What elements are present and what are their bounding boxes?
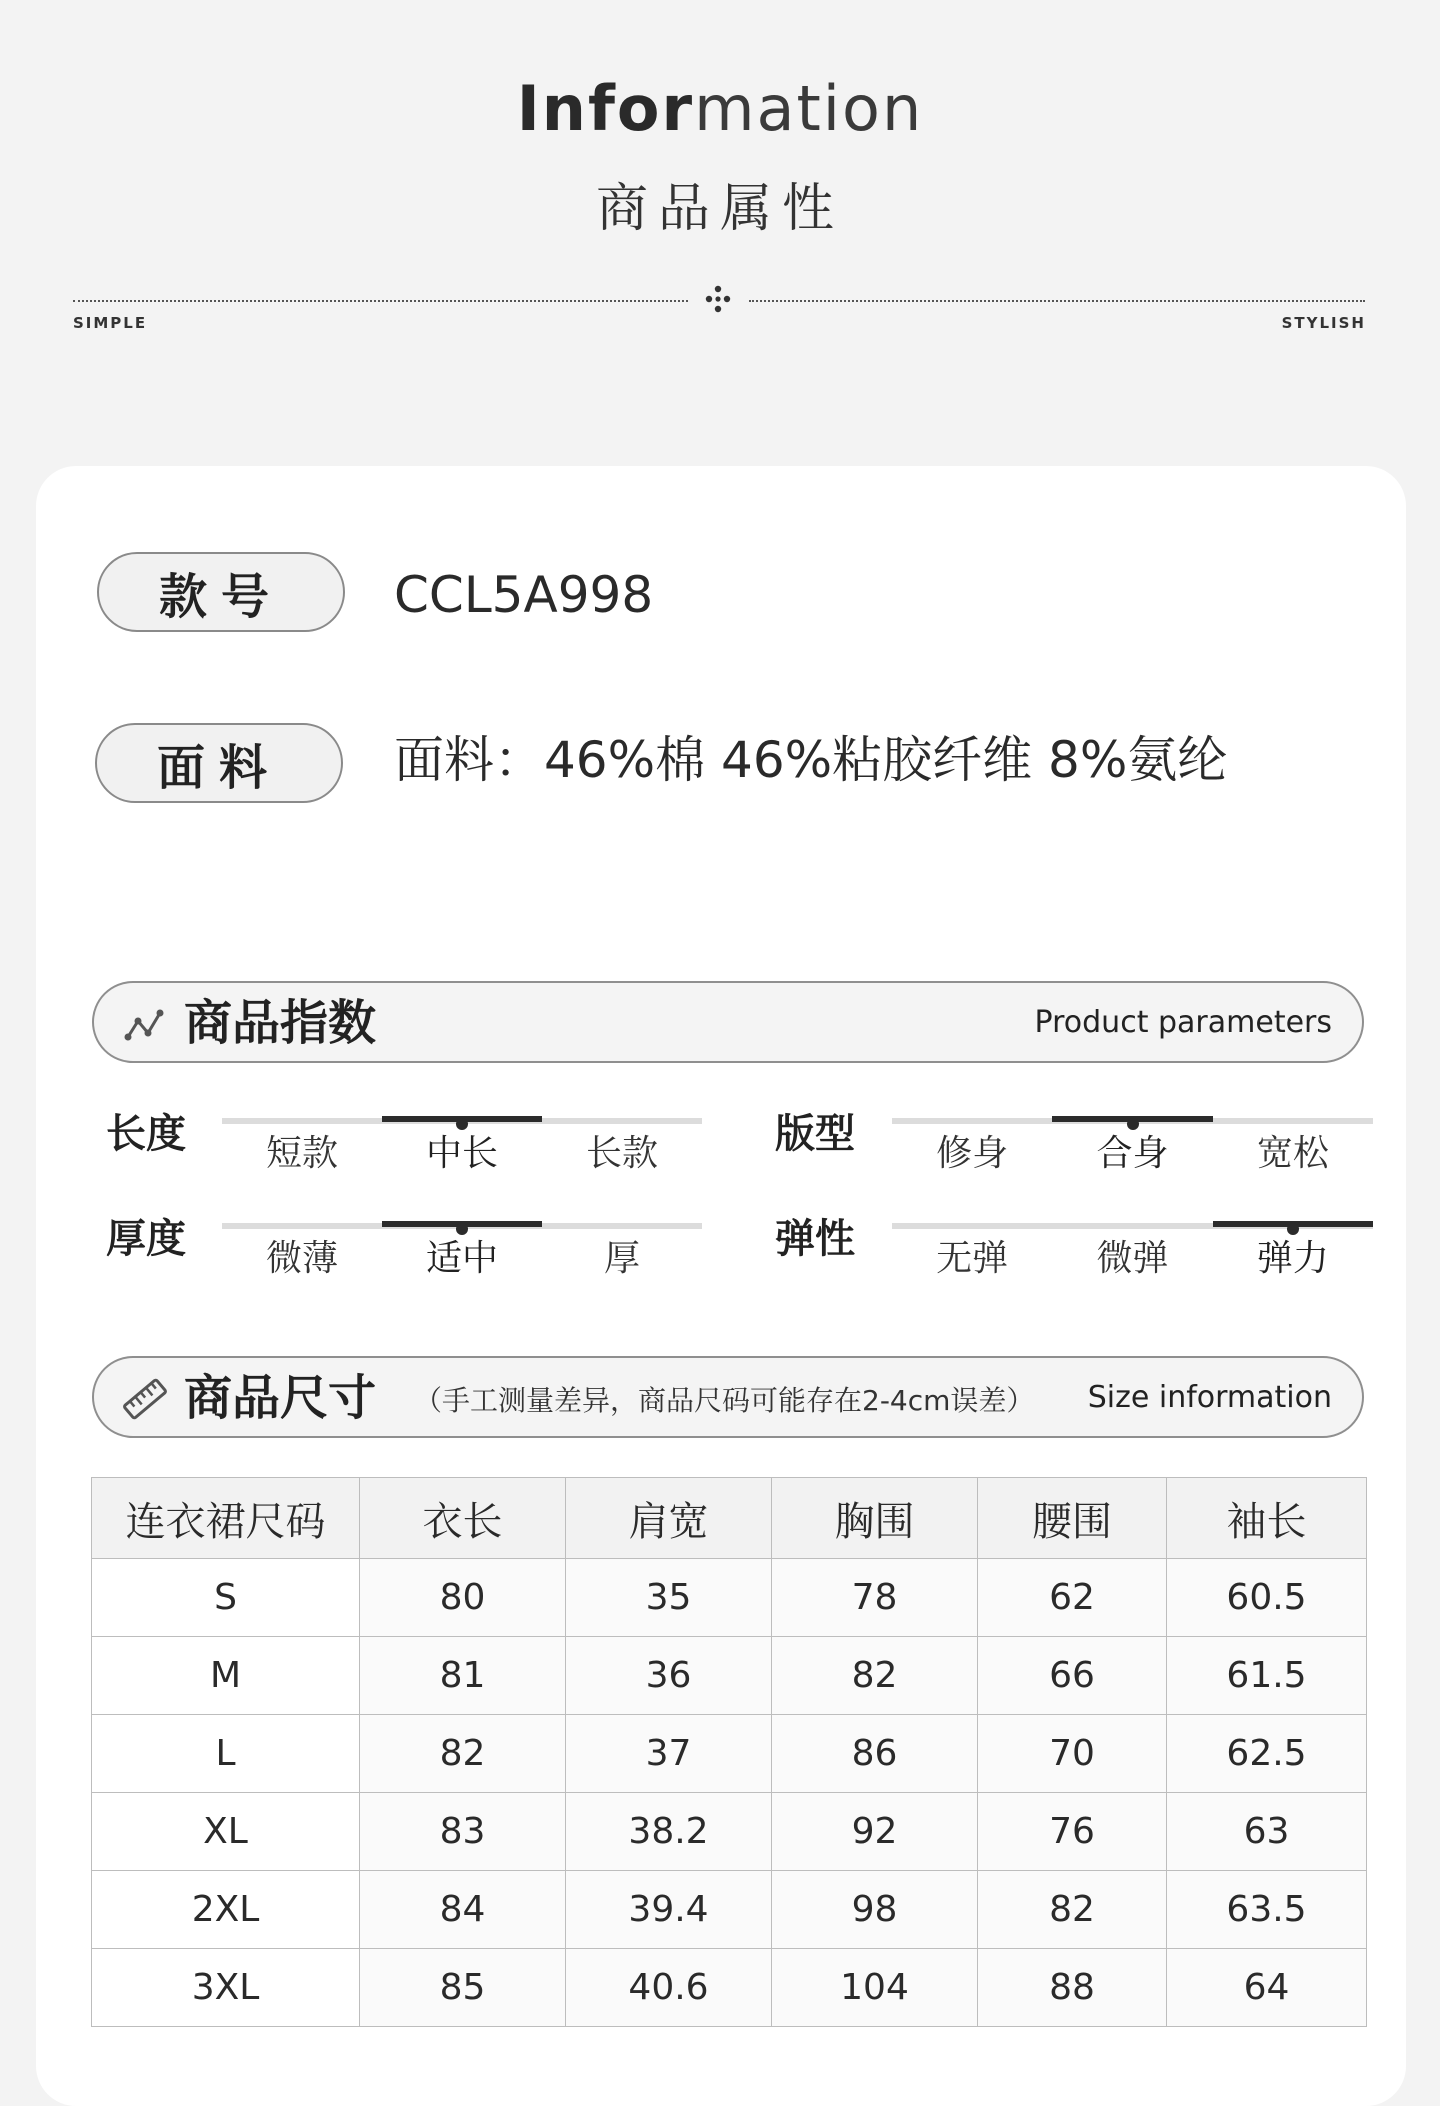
param-option: 无弹 [936, 1238, 1009, 1279]
measurement-cell: 92 [772, 1793, 978, 1871]
measurement-cell: 39.4 [566, 1871, 772, 1949]
measurement-cell: 83 [360, 1793, 566, 1871]
table-row [92, 1793, 1367, 1871]
measurement-cell: 61.5 [1167, 1637, 1367, 1715]
product-parameters-bar [92, 981, 1364, 1063]
measurement-cell: 36 [566, 1637, 772, 1715]
simple-tag: SIMPLE [73, 314, 148, 332]
param-option: 修身 [936, 1133, 1009, 1174]
size-table [91, 1477, 1367, 2027]
measurement-cell: 40.6 [566, 1949, 772, 2027]
fabric-value: 面料：46%棉 46%粘胶纤维 8%氨纶 [394, 731, 1228, 789]
measurement-cell: 82 [360, 1715, 566, 1793]
measurement-cell: 70 [978, 1715, 1167, 1793]
measurement-cell: 62 [978, 1559, 1167, 1637]
measurement-cell: 98 [772, 1871, 978, 1949]
param-option: 合身 [1096, 1133, 1169, 1174]
param-option: 厚 [603, 1238, 640, 1279]
param-label: 版型 [775, 1111, 855, 1157]
size-table-column-header: 袖长 [1167, 1478, 1367, 1559]
measurement-cell: 82 [772, 1637, 978, 1715]
param-option: 微弹 [1096, 1238, 1169, 1279]
measurement-cell: 38.2 [566, 1793, 772, 1871]
param-selected-dot [456, 1223, 468, 1235]
measurement-cell: 76 [978, 1793, 1167, 1871]
size-table-column-header: 胸围 [772, 1478, 978, 1559]
param-label: 长度 [106, 1111, 186, 1157]
param-option: 弹力 [1256, 1238, 1329, 1279]
header-title-light: mation [694, 72, 924, 145]
param-option: 中长 [425, 1133, 498, 1174]
measurement-cell: 86 [772, 1715, 978, 1793]
param-option: 长款 [585, 1133, 658, 1174]
measurement-cell: 88 [978, 1949, 1167, 2027]
param-label: 厚度 [106, 1216, 186, 1262]
measurement-cell: 84 [360, 1871, 566, 1949]
param-selected-dot [1127, 1118, 1139, 1130]
param-track [892, 1118, 1373, 1124]
divider-left [73, 300, 688, 302]
size-label-cell: L [92, 1715, 360, 1793]
size-label-cell: XL [92, 1793, 360, 1871]
size-label-cell: S [92, 1559, 360, 1637]
size-table-column-header: 肩宽 [566, 1478, 772, 1559]
measurement-cell: 81 [360, 1637, 566, 1715]
trend-line-icon [122, 1003, 168, 1045]
header-title [0, 72, 1440, 145]
measurement-cell: 37 [566, 1715, 772, 1793]
measurement-cell: 66 [978, 1637, 1167, 1715]
size-label-cell: 3XL [92, 1949, 360, 2027]
measurement-cell: 35 [566, 1559, 772, 1637]
size-information-en: Size information [1087, 1380, 1332, 1415]
size-table-column-header: 腰围 [978, 1478, 1167, 1559]
size-table-column-header: 衣长 [360, 1478, 566, 1559]
measurement-cell: 60.5 [1167, 1559, 1367, 1637]
table-row [92, 1715, 1367, 1793]
table-row [92, 1637, 1367, 1715]
param-option: 短款 [265, 1133, 338, 1174]
param-selected-dot [1287, 1223, 1299, 1235]
table-row [92, 1949, 1367, 2027]
param-track [222, 1118, 702, 1124]
product-parameters-title: 商品指数 [184, 995, 377, 1051]
measurement-cell: 85 [360, 1949, 566, 2027]
param-track [892, 1223, 1373, 1229]
measurement-cell: 63 [1167, 1793, 1367, 1871]
divider-right [749, 300, 1365, 302]
param-label: 弹性 [775, 1216, 855, 1262]
size-information-title: 商品尺寸 [184, 1370, 377, 1426]
measurement-cell: 64 [1167, 1949, 1367, 2027]
style-number-label: 款号 [97, 552, 345, 632]
param-option: 宽松 [1256, 1133, 1329, 1174]
table-row [92, 1559, 1367, 1637]
measurement-cell: 80 [360, 1559, 566, 1637]
param-selected-dot [456, 1118, 468, 1130]
style-number-value: CCL5A998 [394, 566, 654, 624]
fabric-label: 面料 [95, 723, 343, 803]
product-parameters-en: Product parameters [1034, 1005, 1332, 1040]
table-row [92, 1871, 1367, 1949]
size-information-note: （手工测量差异，商品尺码可能存在2-4cm误差） [414, 1384, 1035, 1417]
size-table-column-header: 连衣裙尺码 [92, 1478, 360, 1559]
ruler-icon [122, 1378, 168, 1420]
measurement-cell: 78 [772, 1559, 978, 1637]
size-table-header [92, 1478, 1367, 1559]
measurement-cell: 63.5 [1167, 1871, 1367, 1949]
param-option: 适中 [425, 1238, 498, 1279]
size-label-cell: 2XL [92, 1871, 360, 1949]
measurement-cell: 104 [772, 1949, 978, 2027]
param-track [222, 1223, 702, 1229]
stylish-tag: STYLISH [1281, 314, 1366, 332]
four-petal-ornament-icon [704, 283, 732, 315]
measurement-cell: 62.5 [1167, 1715, 1367, 1793]
header-subtitle: 商品属性 [595, 179, 844, 239]
size-information-bar [92, 1356, 1364, 1438]
param-option: 微薄 [265, 1238, 338, 1279]
size-label-cell: M [92, 1637, 360, 1715]
header-title-bold: Infor [516, 72, 695, 145]
measurement-cell: 82 [978, 1871, 1167, 1949]
